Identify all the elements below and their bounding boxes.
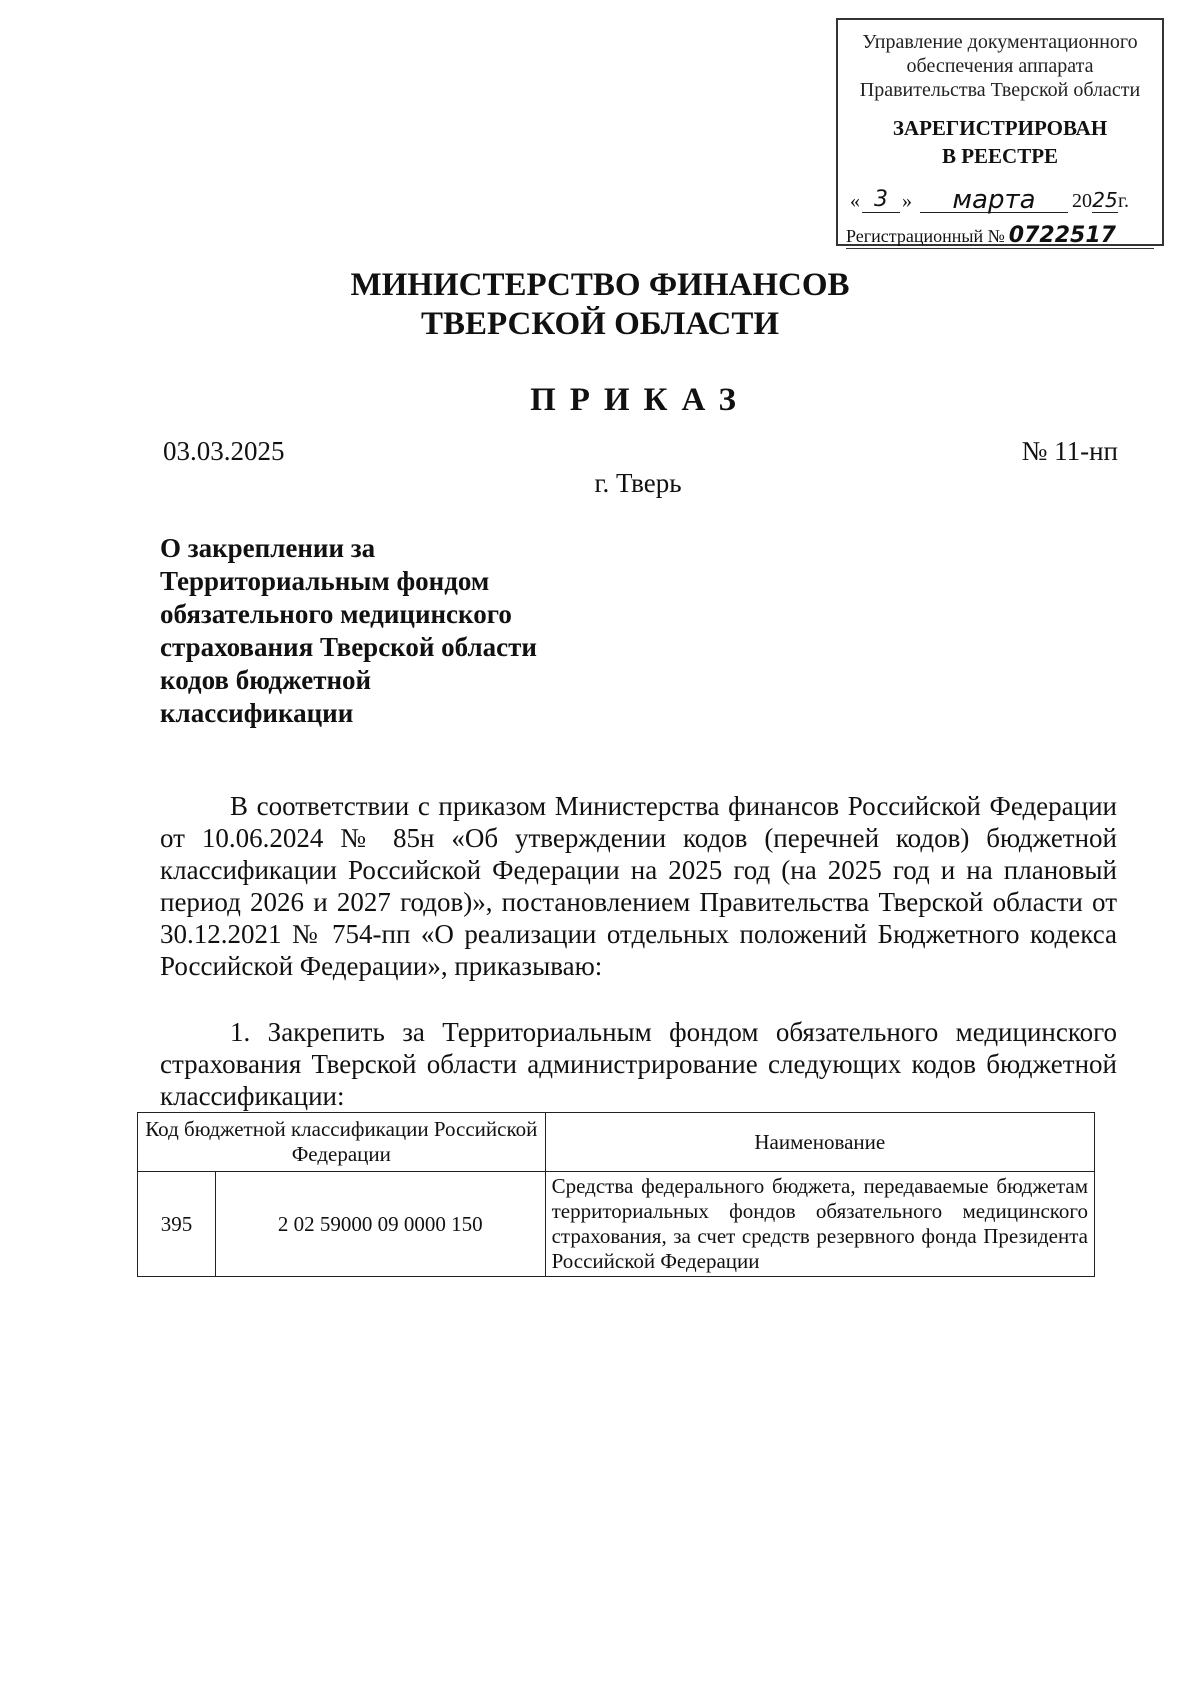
stamp-quote-open: « [850, 190, 860, 212]
ministry-title [0, 266, 1200, 344]
subject-line: страхования Тверской области [160, 632, 537, 662]
document-number: № 11-нп [1021, 436, 1118, 466]
body-paragraph-item-1: 1. Закрепить за Территориальным фондом обязательного медицинского страхования Тверской области администрирование следующих кодов бюджетной классификации: [160, 1017, 1117, 1111]
table-header-code: Код бюджетной классификации Российской Федерации [138, 1113, 546, 1172]
stamp-registered [838, 114, 1162, 170]
stamp-quote-close: » [902, 190, 912, 212]
ministry-title-line: ТВЕРСКОЙ ОБЛАСТИ [420, 306, 780, 342]
stamp-number-label: Регистрационный № [846, 226, 1005, 246]
table-cell-name: Средства федерального бюджета, передаваемые бюджетам территориальных фондов обязательного медицинского страхования, за счет средств резервного фонда Президента Российской Федерации [545, 1172, 1094, 1277]
stamp-number-value: 0722517 [1008, 223, 1116, 248]
subject-line: классификации [160, 698, 354, 728]
table-header-name: Наименование [545, 1113, 1094, 1172]
table-row [138, 1172, 1095, 1277]
stamp-date-row [848, 185, 1154, 215]
subject-line: О закреплении за [160, 533, 376, 563]
stamp-day: 3 [862, 188, 900, 213]
stamp-number-row [846, 224, 1154, 249]
body-paragraph-preamble: В соответствии с приказом Министерства финансов Российской Федерации от 10.06.2024 № 85н «Об утверждении кодов (перечней кодов) бюджетной классификации Российской Федерации на 2025 год (на 2025 год и на плановый период 2026 и 2027 годов)», постановлением Правительства Тверской области от 30.12.2021 № 754-пп «О реализации отдельных положений Бюджетного кодекса Российской Федерации», приказываю: [160, 791, 1117, 981]
stamp-org-line: обеспечения аппарата [906, 55, 1094, 77]
stamp-month: марта [920, 188, 1068, 213]
subject-line: кодов бюджетной [160, 665, 372, 695]
stamp-year-prefix: 20 [1072, 190, 1092, 212]
table-header-row [138, 1113, 1095, 1172]
subject-line: Территориальным фондом [160, 566, 490, 596]
table-cell-code: 2 02 59000 09 0000 150 [215, 1172, 545, 1277]
stamp-registered-line: В РЕЕСТРЕ [941, 144, 1059, 168]
stamp-year-suffix: 25 [1092, 188, 1118, 212]
ministry-title-line: МИНИСТЕРСТВО ФИНАНСОВ [350, 267, 850, 303]
document-type: ПРИКАЗ [530, 382, 750, 418]
stamp-registered-line: ЗАРЕГИСТРИРОВАН [892, 116, 1108, 140]
subject-line: обязательного медицинского [160, 599, 512, 629]
document-city: г. Тверь [594, 468, 682, 498]
stamp-year-unit: г. [1118, 190, 1129, 212]
registration-stamp [836, 18, 1164, 246]
stamp-org-line: Правительства Тверской области [859, 79, 1141, 101]
table-cell-admin: 395 [138, 1172, 216, 1277]
stamp-org-line: Управление документационного [862, 31, 1138, 53]
budget-code-table [137, 1112, 1095, 1277]
document-date: 03.03.2025 [163, 436, 285, 466]
stamp-organization [838, 30, 1162, 102]
document-subject [160, 532, 580, 730]
